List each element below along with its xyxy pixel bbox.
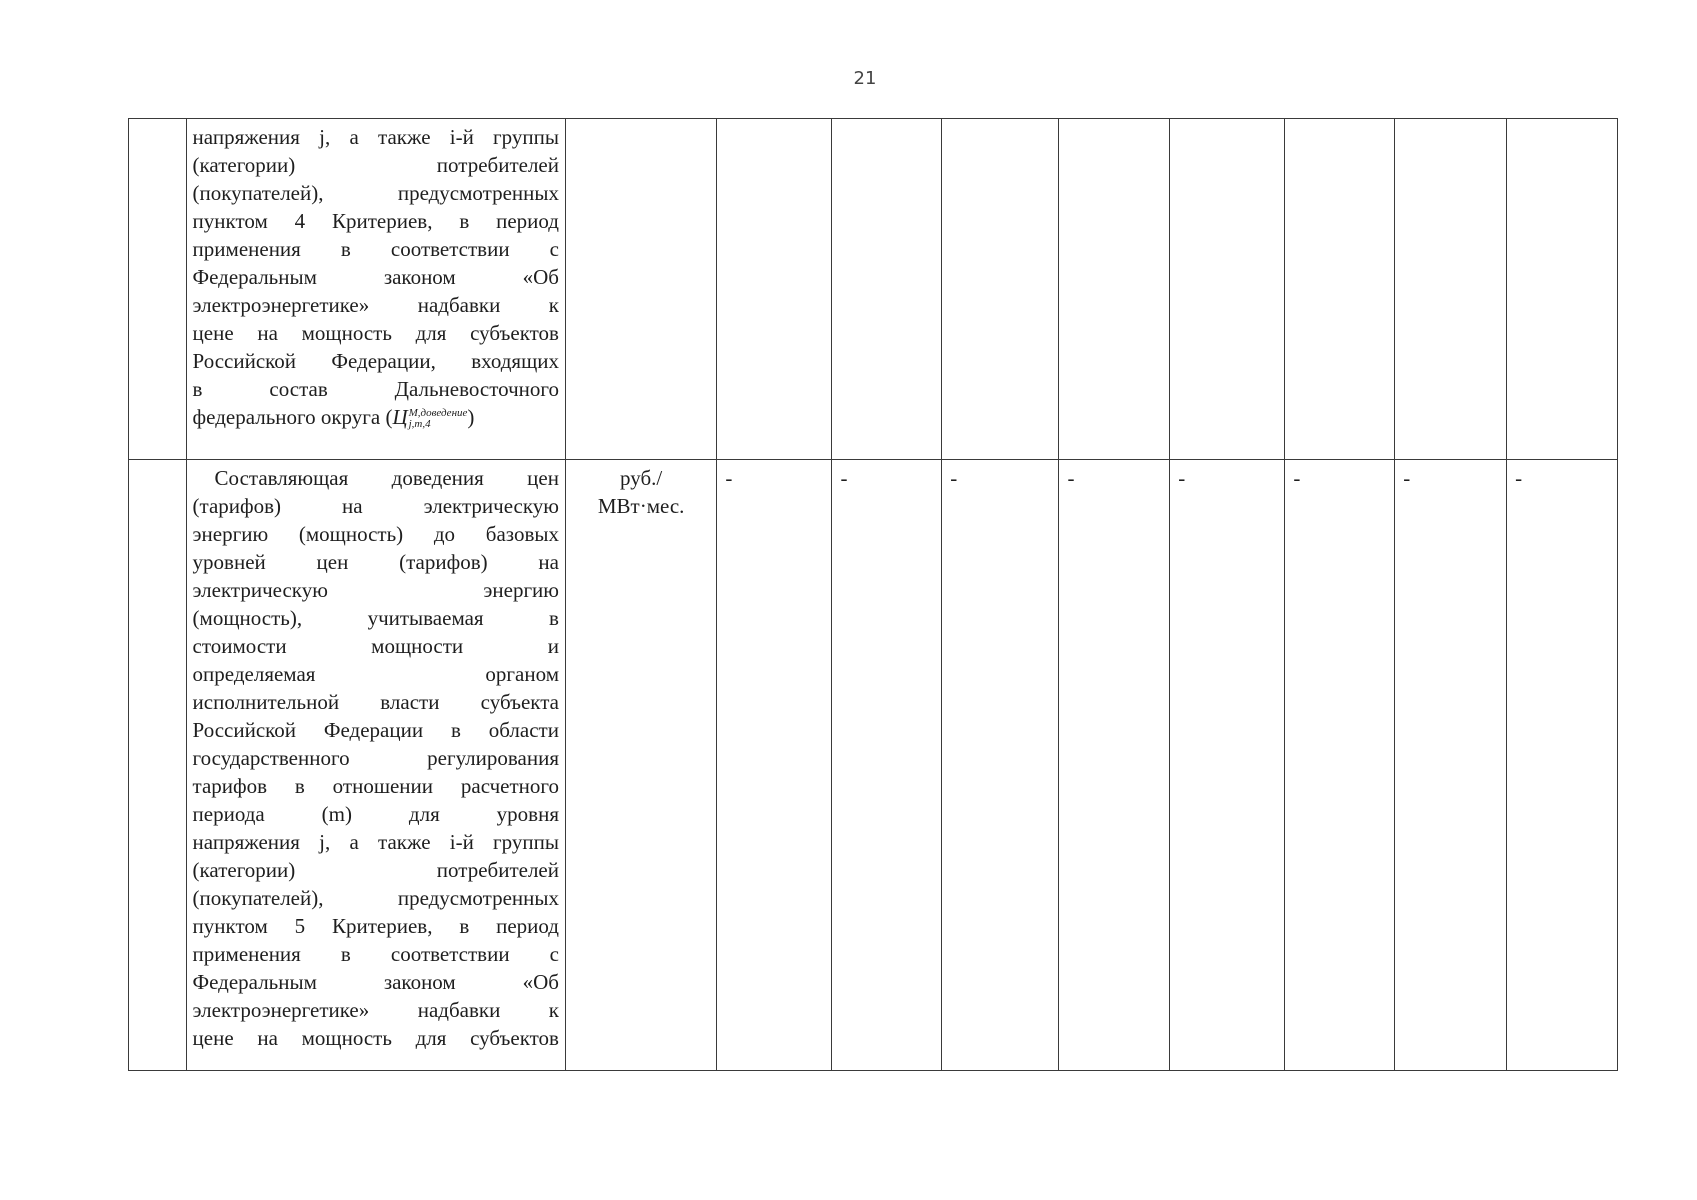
text-line: Российской Федерации, входящих <box>192 349 559 373</box>
value-dash: - <box>1067 466 1075 490</box>
value-cell <box>1059 119 1170 460</box>
row-number-cell <box>129 460 187 1071</box>
text-line: (покупателей), предусмотренных <box>192 181 559 205</box>
formula-subscript: j,m,4 <box>408 418 431 431</box>
text-line: Федеральным законом «Об <box>192 265 559 289</box>
value-cell <box>1395 119 1507 460</box>
text-line: тарифов в отношении расчетного <box>192 774 559 798</box>
value-cell <box>942 460 1059 1071</box>
value-cell <box>1170 119 1285 460</box>
text-fragment: ) <box>467 405 475 429</box>
value-cell <box>942 119 1059 460</box>
text-line: в состав Дальневосточного <box>192 377 559 401</box>
table-row <box>129 460 1618 1071</box>
text-line: пунктом 5 Критериев, в период <box>192 914 559 938</box>
value-cell <box>717 119 832 460</box>
value-dash: - <box>1515 466 1523 490</box>
table-row <box>129 119 1618 460</box>
text-line: определяемая органом <box>192 662 559 686</box>
text-line: применения в соответствии с <box>192 237 559 261</box>
text-line: Составляющая доведения цен <box>214 466 559 490</box>
formula-base: Ц <box>392 405 408 429</box>
text-line: напряжения j, а также i-й группы <box>192 830 559 854</box>
value-cell <box>832 119 942 460</box>
page-number: 21 <box>853 68 877 89</box>
unit-cell <box>565 119 716 460</box>
formula-indices <box>409 408 468 430</box>
text-line: напряжения j, а также i-й группы <box>192 125 559 149</box>
value-dash: - <box>950 466 958 490</box>
text-line: энергию (мощность) до базовых <box>192 522 559 546</box>
text-line: цене на мощность для субъектов <box>192 321 559 345</box>
text-line: электрическую энергию <box>192 578 559 602</box>
text-line: уровней цен (тарифов) на <box>192 550 559 574</box>
text-line: пунктом 4 Критериев, в период <box>192 209 559 233</box>
text-line: электроэнергетике» надбавки к <box>192 998 559 1022</box>
description-text <box>187 460 565 1056</box>
text-line: периода (m) для уровня <box>192 802 559 826</box>
value-dash: - <box>1178 466 1186 490</box>
text-line: (категории) потребителей <box>192 858 559 882</box>
value-cell <box>1507 119 1618 460</box>
text-line: цене на мощность для субъектов <box>192 1026 559 1050</box>
value-dash: - <box>725 466 733 490</box>
value-dash: - <box>1293 466 1301 490</box>
value-cell <box>1285 119 1395 460</box>
value-dash: - <box>840 466 848 490</box>
text-line: (мощность), учитываемая в <box>192 606 559 630</box>
value-cell <box>1395 460 1507 1071</box>
unit-text <box>566 460 716 520</box>
text-line <box>193 403 559 431</box>
text-line: государственного регулирования <box>192 746 559 770</box>
value-cell <box>1285 460 1395 1071</box>
text-line: Федеральным законом «Об <box>192 970 559 994</box>
unit-line: МВт·мес. <box>597 494 685 518</box>
value-dash: - <box>1403 466 1411 490</box>
value-cell <box>1170 460 1285 1071</box>
description-cell <box>186 119 565 460</box>
text-line: (категории) потребителей <box>192 153 559 177</box>
description-text <box>187 119 565 435</box>
text-line: стоимости мощности и <box>192 634 559 658</box>
row-number-cell <box>129 119 187 460</box>
tariff-table <box>128 118 1618 1071</box>
formula-superscript: M,доведение <box>408 407 468 420</box>
text-fragment: федерального округа ( <box>192 405 393 429</box>
description-cell <box>186 460 565 1071</box>
text-line: исполнительной власти субъекта <box>192 690 559 714</box>
value-cell <box>832 460 942 1071</box>
unit-line: руб./ <box>620 466 663 490</box>
text-line: Российской Федерации в области <box>192 718 559 742</box>
unit-cell <box>565 460 716 1071</box>
value-cell <box>717 460 832 1071</box>
formula <box>392 405 467 429</box>
text-line: (покупателей), предусмотренных <box>192 886 559 910</box>
text-line: применения в соответствии с <box>192 942 559 966</box>
value-cell <box>1059 460 1170 1071</box>
text-line: (тарифов) на электрическую <box>192 494 559 518</box>
text-line: электроэнергетике» надбавки к <box>192 293 559 317</box>
value-cell <box>1507 460 1618 1071</box>
